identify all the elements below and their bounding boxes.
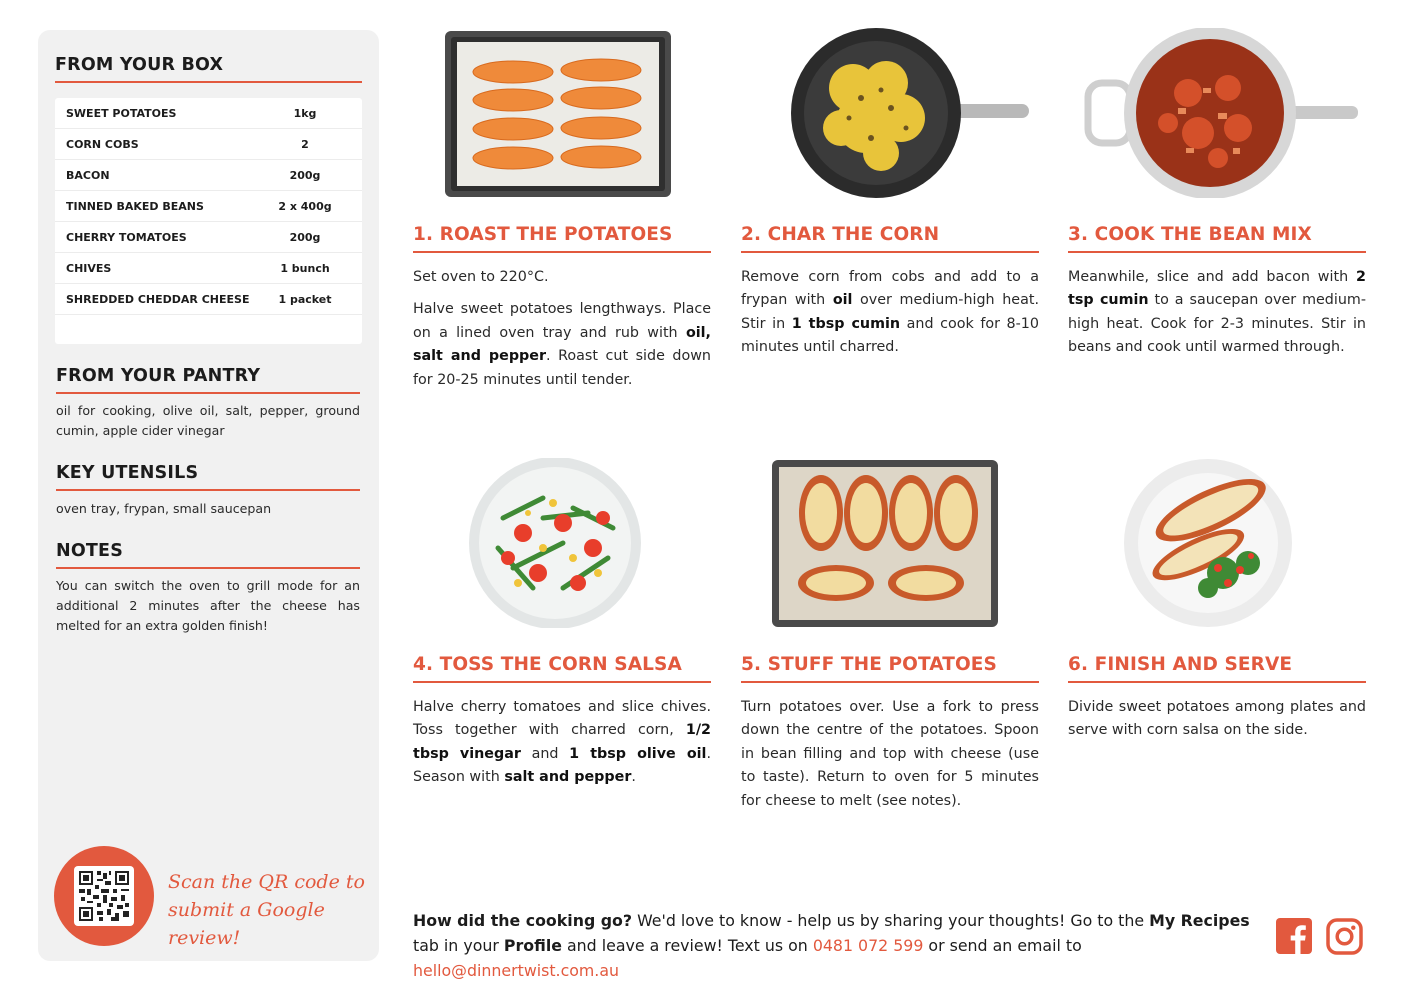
- ingredient-name: TINNED BAKED BEANS: [66, 199, 204, 213]
- ingredient-qty: 1 packet: [278, 292, 332, 306]
- notes-section-title: NOTES: [56, 541, 360, 569]
- step-1-paragraph: Set oven to 220°C.: [413, 269, 549, 285]
- bean-mix-photo: [1068, 28, 1366, 198]
- ingredient-name: CORN COBS: [66, 137, 139, 151]
- ingredient-qty: 1 bunch: [280, 261, 330, 275]
- ingredient-qty: 200g: [289, 168, 321, 182]
- ingredient-name: BACON: [66, 168, 110, 182]
- ingredient-name: SWEET POTATOES: [66, 106, 177, 120]
- pantry-text: oil for cooking, olive oil, salt, pepper, ground cumin, apple cider vinegar: [56, 403, 360, 438]
- step-6-title: 6. FINISH AND SERVE: [1068, 654, 1366, 683]
- step-2-body: [741, 266, 1039, 369]
- table-row: [55, 191, 362, 222]
- instagram-icon[interactable]: [1326, 918, 1364, 956]
- step-1-body: [413, 266, 711, 401]
- profile-label: Profile: [503, 936, 562, 955]
- step-2-title: 2. CHAR THE CORN: [741, 224, 1039, 253]
- ingredient-name: SHREDDED CHEDDAR CHEESE: [66, 292, 250, 306]
- step-4-paragraph: Halve cherry tomatoes and slice chives. Toss together with charred corn, 1/2 tbsp vinegar and 1 tbsp olive oil. Season with salt and pepper.: [413, 699, 711, 786]
- table-row: [55, 129, 362, 160]
- step-1-paragraph: Halve sweet potatoes lengthways. Place on a lined oven tray and rub with oil, salt and pepper. Roast cut side down for 20-25 minutes until tender.: [413, 301, 711, 388]
- step-6-paragraph: Divide sweet potatoes among plates and serve with corn salsa on the side.: [1068, 699, 1366, 739]
- ingredient-qty: 2 x 400g: [278, 199, 332, 213]
- qr-prompt: [168, 868, 368, 952]
- table-row: [55, 160, 362, 191]
- facebook-icon[interactable]: [1276, 918, 1314, 956]
- step-3-body: [1068, 266, 1366, 369]
- pantry-section-title: FROM YOUR PANTRY: [56, 366, 360, 394]
- roast-potatoes-photo: [413, 28, 711, 198]
- email-link[interactable]: hello@dinnertwist.com.au: [413, 961, 620, 980]
- qr-prompt-line: Scan the QR code to: [168, 871, 365, 893]
- ingredients-sidebar: [38, 30, 379, 961]
- step-1-title: 1. ROAST THE POTATOES: [413, 224, 711, 253]
- table-row: [55, 222, 362, 253]
- table-row: [55, 253, 362, 284]
- box-section-title: FROM YOUR BOX: [55, 55, 362, 83]
- corn-salsa-photo: [413, 458, 711, 628]
- step-5-title: 5. STUFF THE POTATOES: [741, 654, 1039, 683]
- ingredient-name: CHIVES: [66, 261, 112, 275]
- feedback-footer: How did the cooking go? We'd love to know - help us by sharing your thoughts! Go to the My Recipes tab in your Profile and leave a review! Text us on 0481 072 599 or send an email to hello@dinnertwist.com.au: [413, 911, 1250, 980]
- footer-question: How did the cooking go?: [413, 911, 633, 930]
- qr-code-icon[interactable]: [74, 866, 134, 926]
- phone-link[interactable]: 0481 072 599: [812, 936, 924, 955]
- my-recipes-label: My Recipes: [1149, 911, 1250, 930]
- finish-serve-photo: [1068, 458, 1366, 628]
- char-corn-photo: [741, 28, 1039, 198]
- step-3-paragraph: Meanwhile, slice and add bacon with 2 tsp cumin to a saucepan over medium-high heat. Cook for 2-3 minutes. Stir in beans and cook until warmed through.: [1068, 269, 1366, 356]
- notes-text: You can switch the oven to grill mode for an additional 2 minutes after the cheese has melted for an extra golden finish!: [56, 578, 360, 633]
- table-row: [55, 98, 362, 129]
- ingredient-qty: 200g: [289, 230, 321, 244]
- step-4-title: 4. TOSS THE CORN SALSA: [413, 654, 711, 683]
- ingredient-name: CHERRY TOMATOES: [66, 230, 187, 244]
- qr-prompt-line: submit a Google review!: [168, 899, 325, 949]
- qr-badge: [54, 846, 154, 946]
- step-4-body: [413, 696, 711, 799]
- ingredient-qty: 1kg: [293, 106, 317, 120]
- utensils-section-title: KEY UTENSILS: [56, 463, 360, 491]
- step-3-title: 3. COOK THE BEAN MIX: [1068, 224, 1366, 253]
- utensils-text: oven tray, frypan, small saucepan: [56, 501, 272, 516]
- ingredient-qty: 2: [301, 137, 309, 151]
- ingredients-table: [55, 98, 362, 344]
- step-2-paragraph: Remove corn from cobs and add to a frypan with oil over medium-high heat. Stir in 1 tbsp cumin and cook for 8-10 minutes until charred.: [741, 269, 1039, 356]
- step-5-paragraph: Turn potatoes over. Use a fork to press down the centre of the potatoes. Spoon in bean filling and top with cheese (use to taste). Return to oven for 5 minutes for cheese to melt (see notes).: [741, 699, 1039, 809]
- stuff-potatoes-photo: [741, 458, 1039, 628]
- table-row: [55, 284, 362, 315]
- step-6-body: [1068, 696, 1366, 752]
- step-5-body: [741, 696, 1039, 822]
